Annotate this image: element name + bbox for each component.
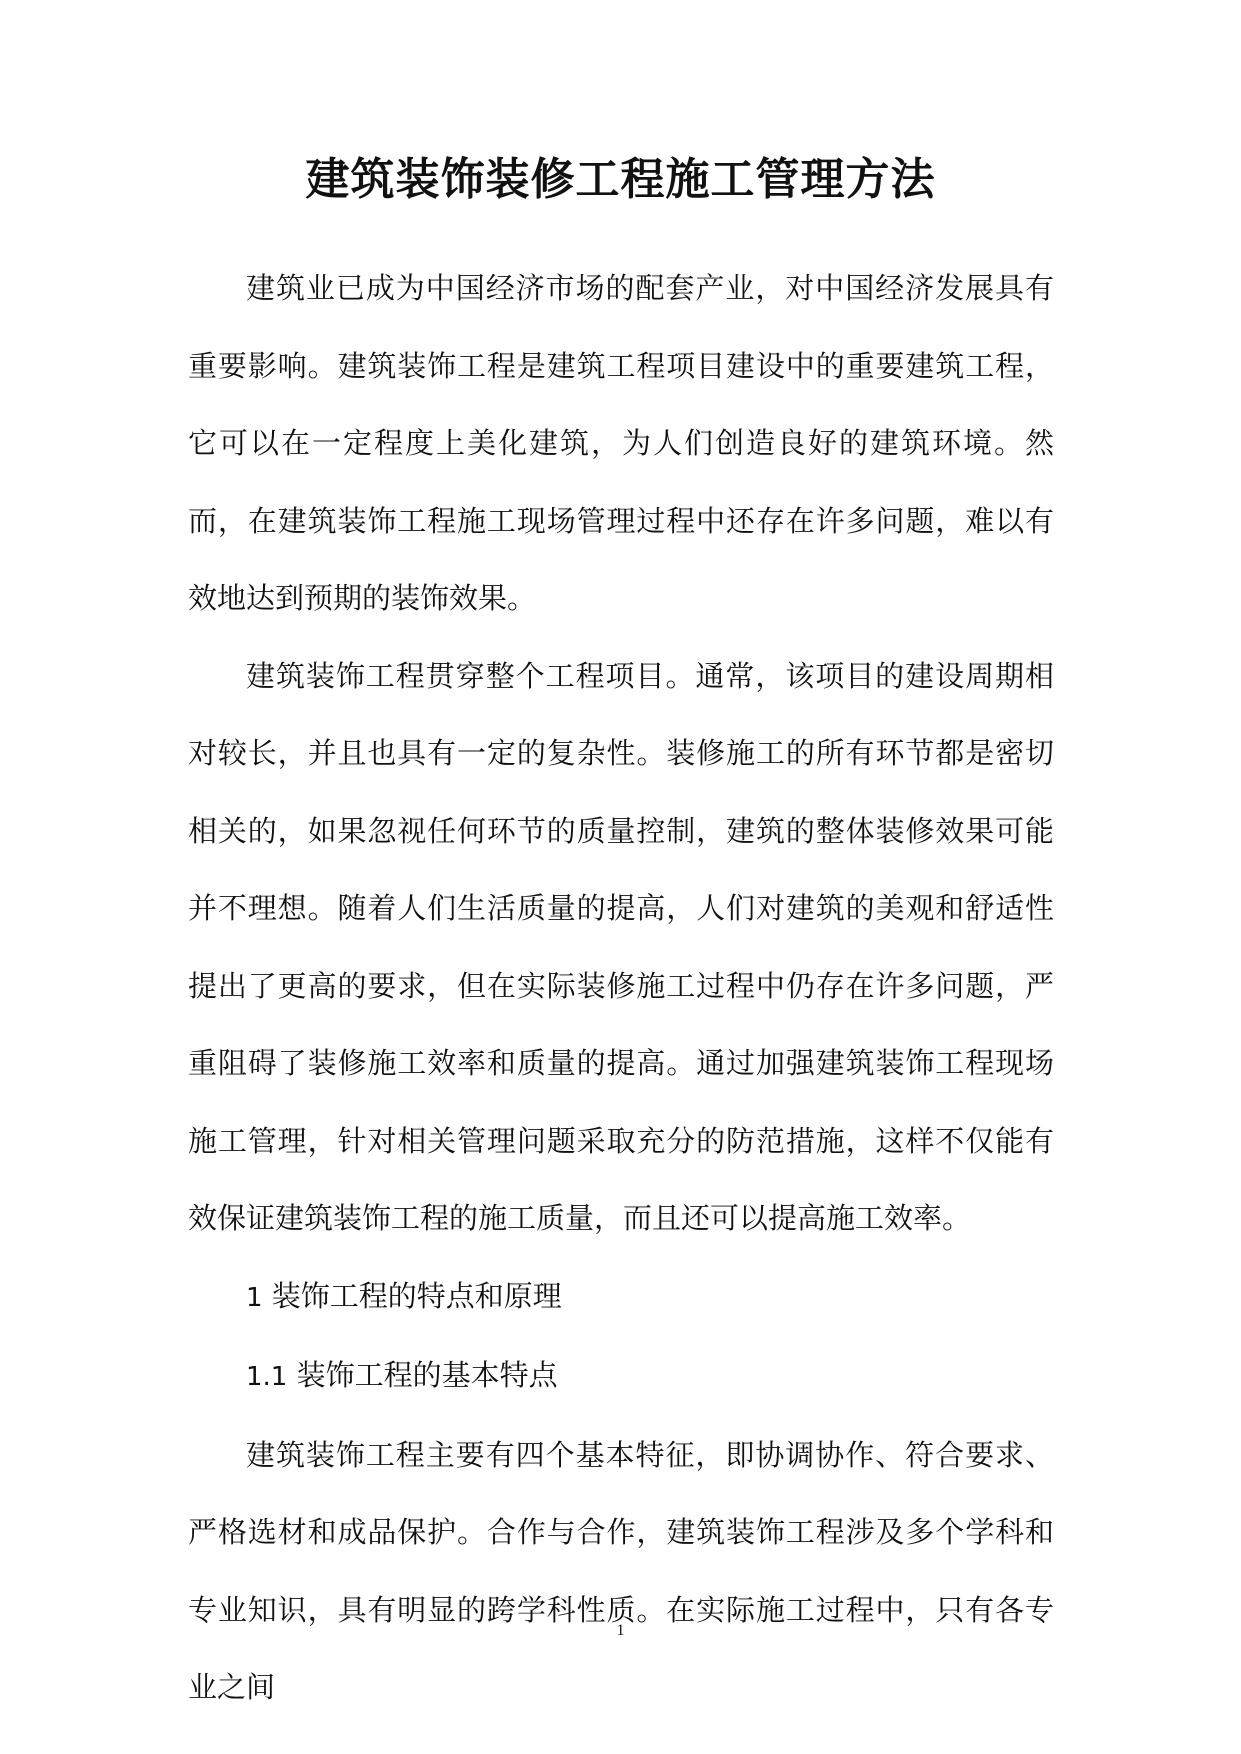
paragraph-overview: 建筑装饰工程贯穿整个工程项目。通常，该项目的建设周期相对较长，并且也具有一定的复杂性。装修施工的所有环节都是密切相关的，如果忽视任何环节的质量控制，建筑的整体装修效果可能并不理想。随着人们生活质量的提高，人们对建筑的美观和舒适性提出了更高的要求，但在实际装修施工过程中仍存在许多问题，严重阻碍了装修施工效率和质量的提高。通过加强建筑装饰工程现场施工管理，针对相关管理问题采取充分的防范措施，这样不仅能有效保证建筑装饰工程的施工质量，而且还可以提高施工效率。: [188, 658, 1054, 1235]
document-body: [188, 250, 1054, 1727]
section-heading-text: 装饰工程的基本特点: [296, 1358, 558, 1392]
paragraph-intro: 建筑业已成为中国经济市场的配套产业，对中国经济发展具有重要影响。建筑装饰工程是建筑工程项目建设中的重要建筑工程，它可以在一定程度上美化建筑，为人们创造良好的建筑环境。然而，在建筑装饰工程施工现场管理过程中还存在许多问题，难以有效地达到预期的装饰效果。: [188, 271, 1054, 615]
section-heading-1: [188, 1258, 1054, 1338]
paragraph-characteristics: 建筑装饰工程主要有四个基本特征，即协调协作、符合要求、严格选材和成品保护。合作与合作，建筑装饰工程涉及多个学科和专业知识，具有明显的跨学科性质。在实际施工过程中，只有各专业之间: [188, 1437, 1054, 1704]
section-number: 1: [246, 1282, 263, 1313]
document-title: 建筑装饰装修工程施工管理方法: [305, 154, 936, 205]
section-heading-1-1: [188, 1337, 1054, 1417]
page-number: 1: [616, 1622, 625, 1639]
section-heading-text: 装饰工程的特点和原理: [271, 1278, 562, 1313]
section-number: 1.1: [246, 1362, 288, 1392]
